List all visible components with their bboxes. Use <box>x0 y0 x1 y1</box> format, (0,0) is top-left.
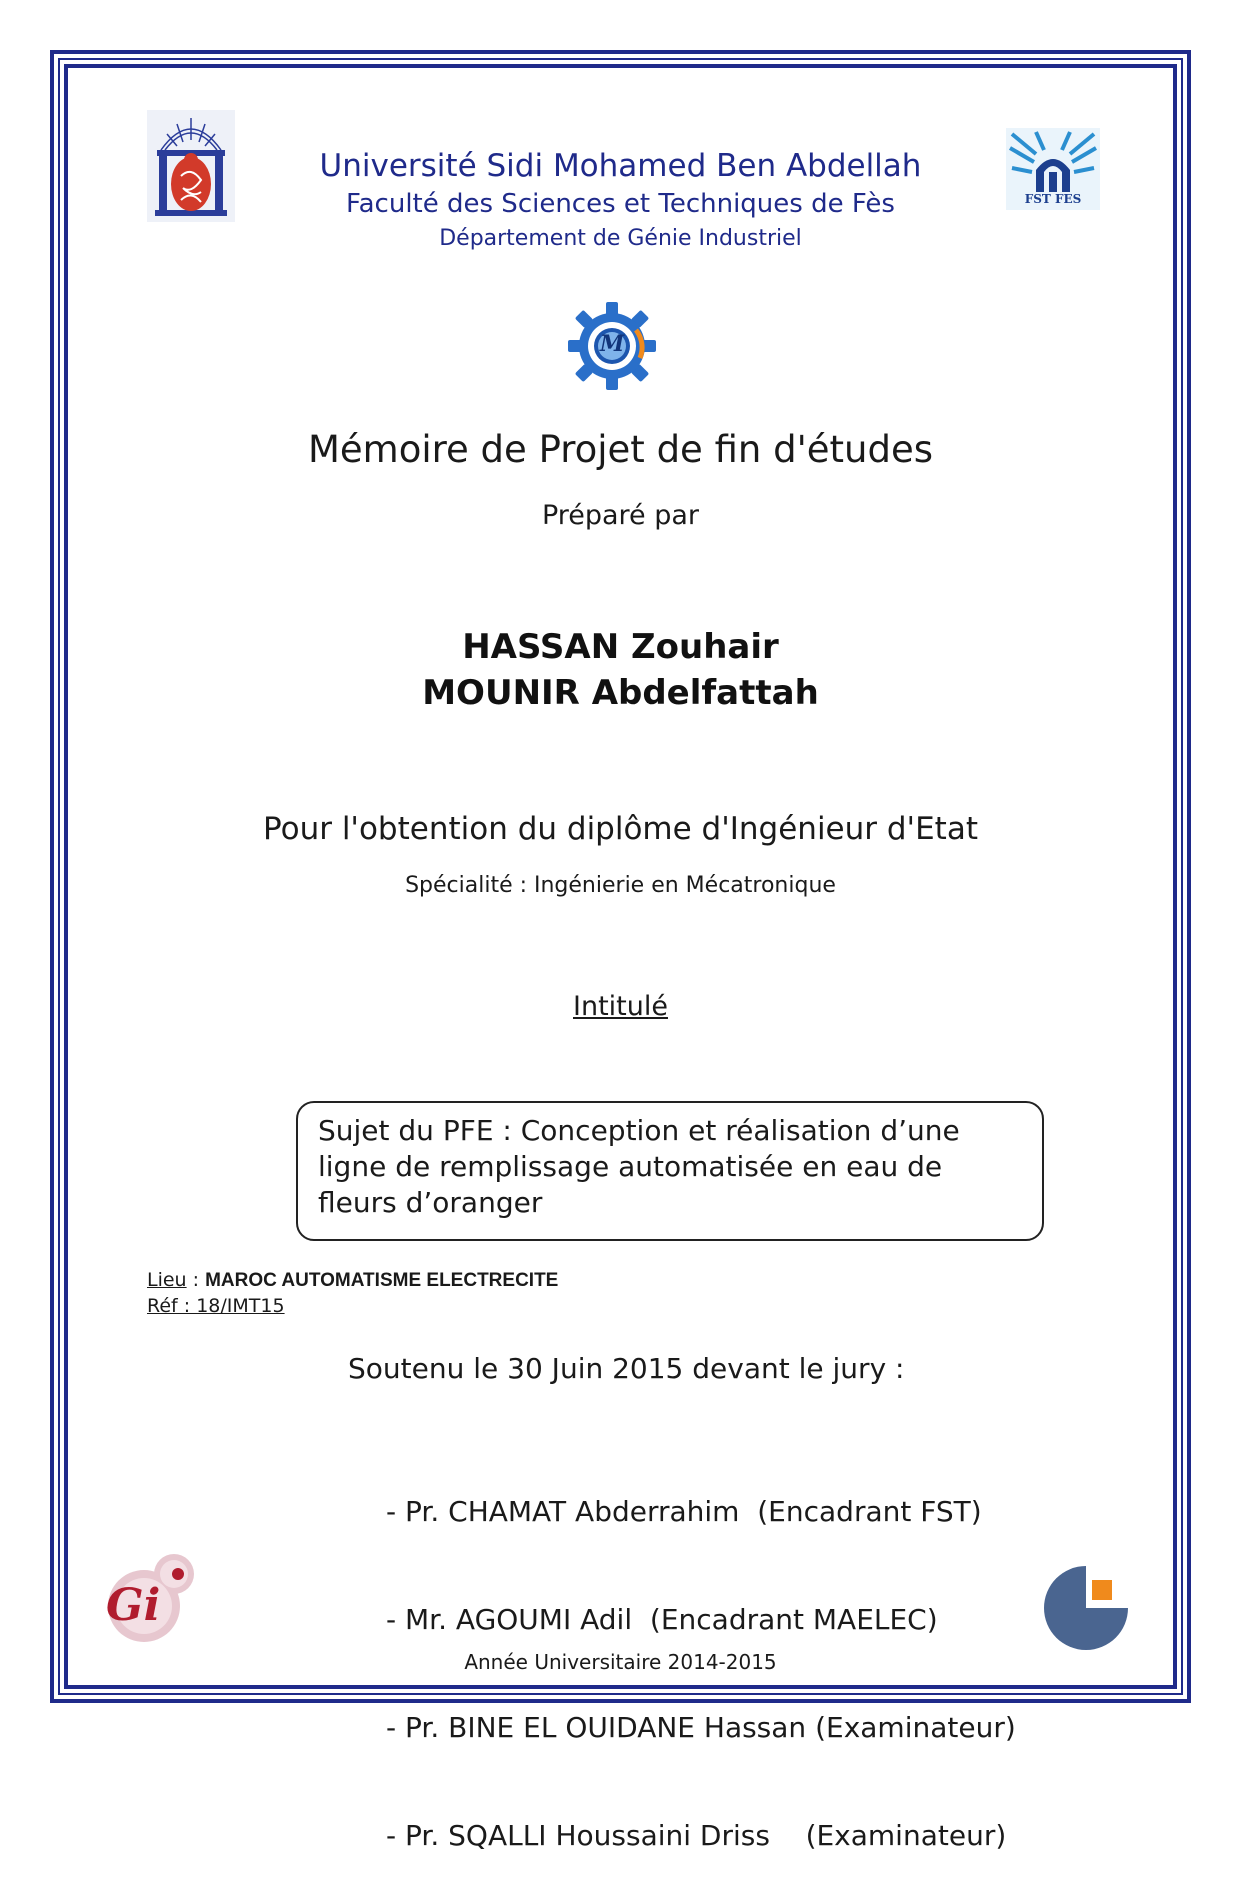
location-label: Lieu <box>147 1269 187 1291</box>
location-line <box>147 1269 558 1292</box>
department-name: Département de Génie Industriel <box>439 226 802 251</box>
titled-label-text: Intitulé <box>573 991 668 1022</box>
faculty-name: Faculté des Sciences et Techniques de Fès <box>346 189 895 219</box>
circle-square-logo-icon <box>1040 1560 1132 1652</box>
subject-line: Sujet du PFE : Conception et réalisation d’une <box>318 1114 960 1147</box>
gi-logo-text: Gi <box>106 1580 161 1631</box>
subject-text <box>318 1113 1028 1221</box>
academic-year: Année Universitaire 2014-2015 <box>464 1650 777 1674</box>
specialty-line: Spécialité : Ingénierie en Mécatronique <box>405 873 836 898</box>
mechatronics-gear-logo-icon <box>566 300 658 392</box>
document-title: Mémoire de Projet de fin d'études <box>307 428 934 471</box>
university-name: Université Sidi Mohamed Ben Abdellah <box>319 148 922 184</box>
degree-purpose: Pour l'obtention du diplôme d'Ingénieur d'Etat <box>263 811 978 847</box>
defense-intro: Soutenu le 30 Juin 2015 devant le jury : <box>348 1352 905 1385</box>
subject-box <box>296 1101 1044 1241</box>
reference-line: Réf : 18/IMT15 <box>147 1295 285 1317</box>
author-name: HASSAN Zouhair <box>462 627 779 667</box>
gi-gear-logo-icon <box>98 1552 198 1650</box>
jury-member: - Pr. BINE EL OUIDANE Hassan (Examinateur) <box>386 1711 1016 1744</box>
gear-logo-letter: M <box>599 331 625 357</box>
jury-member: - Pr. CHAMAT Abderrahim (Encadrant FST) <box>386 1495 982 1528</box>
titled-label <box>0 991 1241 1022</box>
author-name: MOUNIR Abdelfattah <box>422 673 819 713</box>
location-separator: : <box>186 1269 206 1291</box>
subject-line: fleurs d’oranger <box>318 1186 543 1219</box>
jury-member: - Mr. AGOUMI Adil (Encadrant MAELEC) <box>386 1603 938 1636</box>
subject-line: ligne de remplissage automatisée en eau de <box>318 1150 943 1183</box>
location-value: MAROC AUTOMATISME ELECTRECITE <box>205 1270 559 1291</box>
fst-fes-label: FST FES <box>1024 192 1082 206</box>
prepared-by-label: Préparé par <box>541 500 700 531</box>
jury-member: - Pr. SQALLI Houssaini Driss (Examinateur) <box>386 1819 1007 1852</box>
